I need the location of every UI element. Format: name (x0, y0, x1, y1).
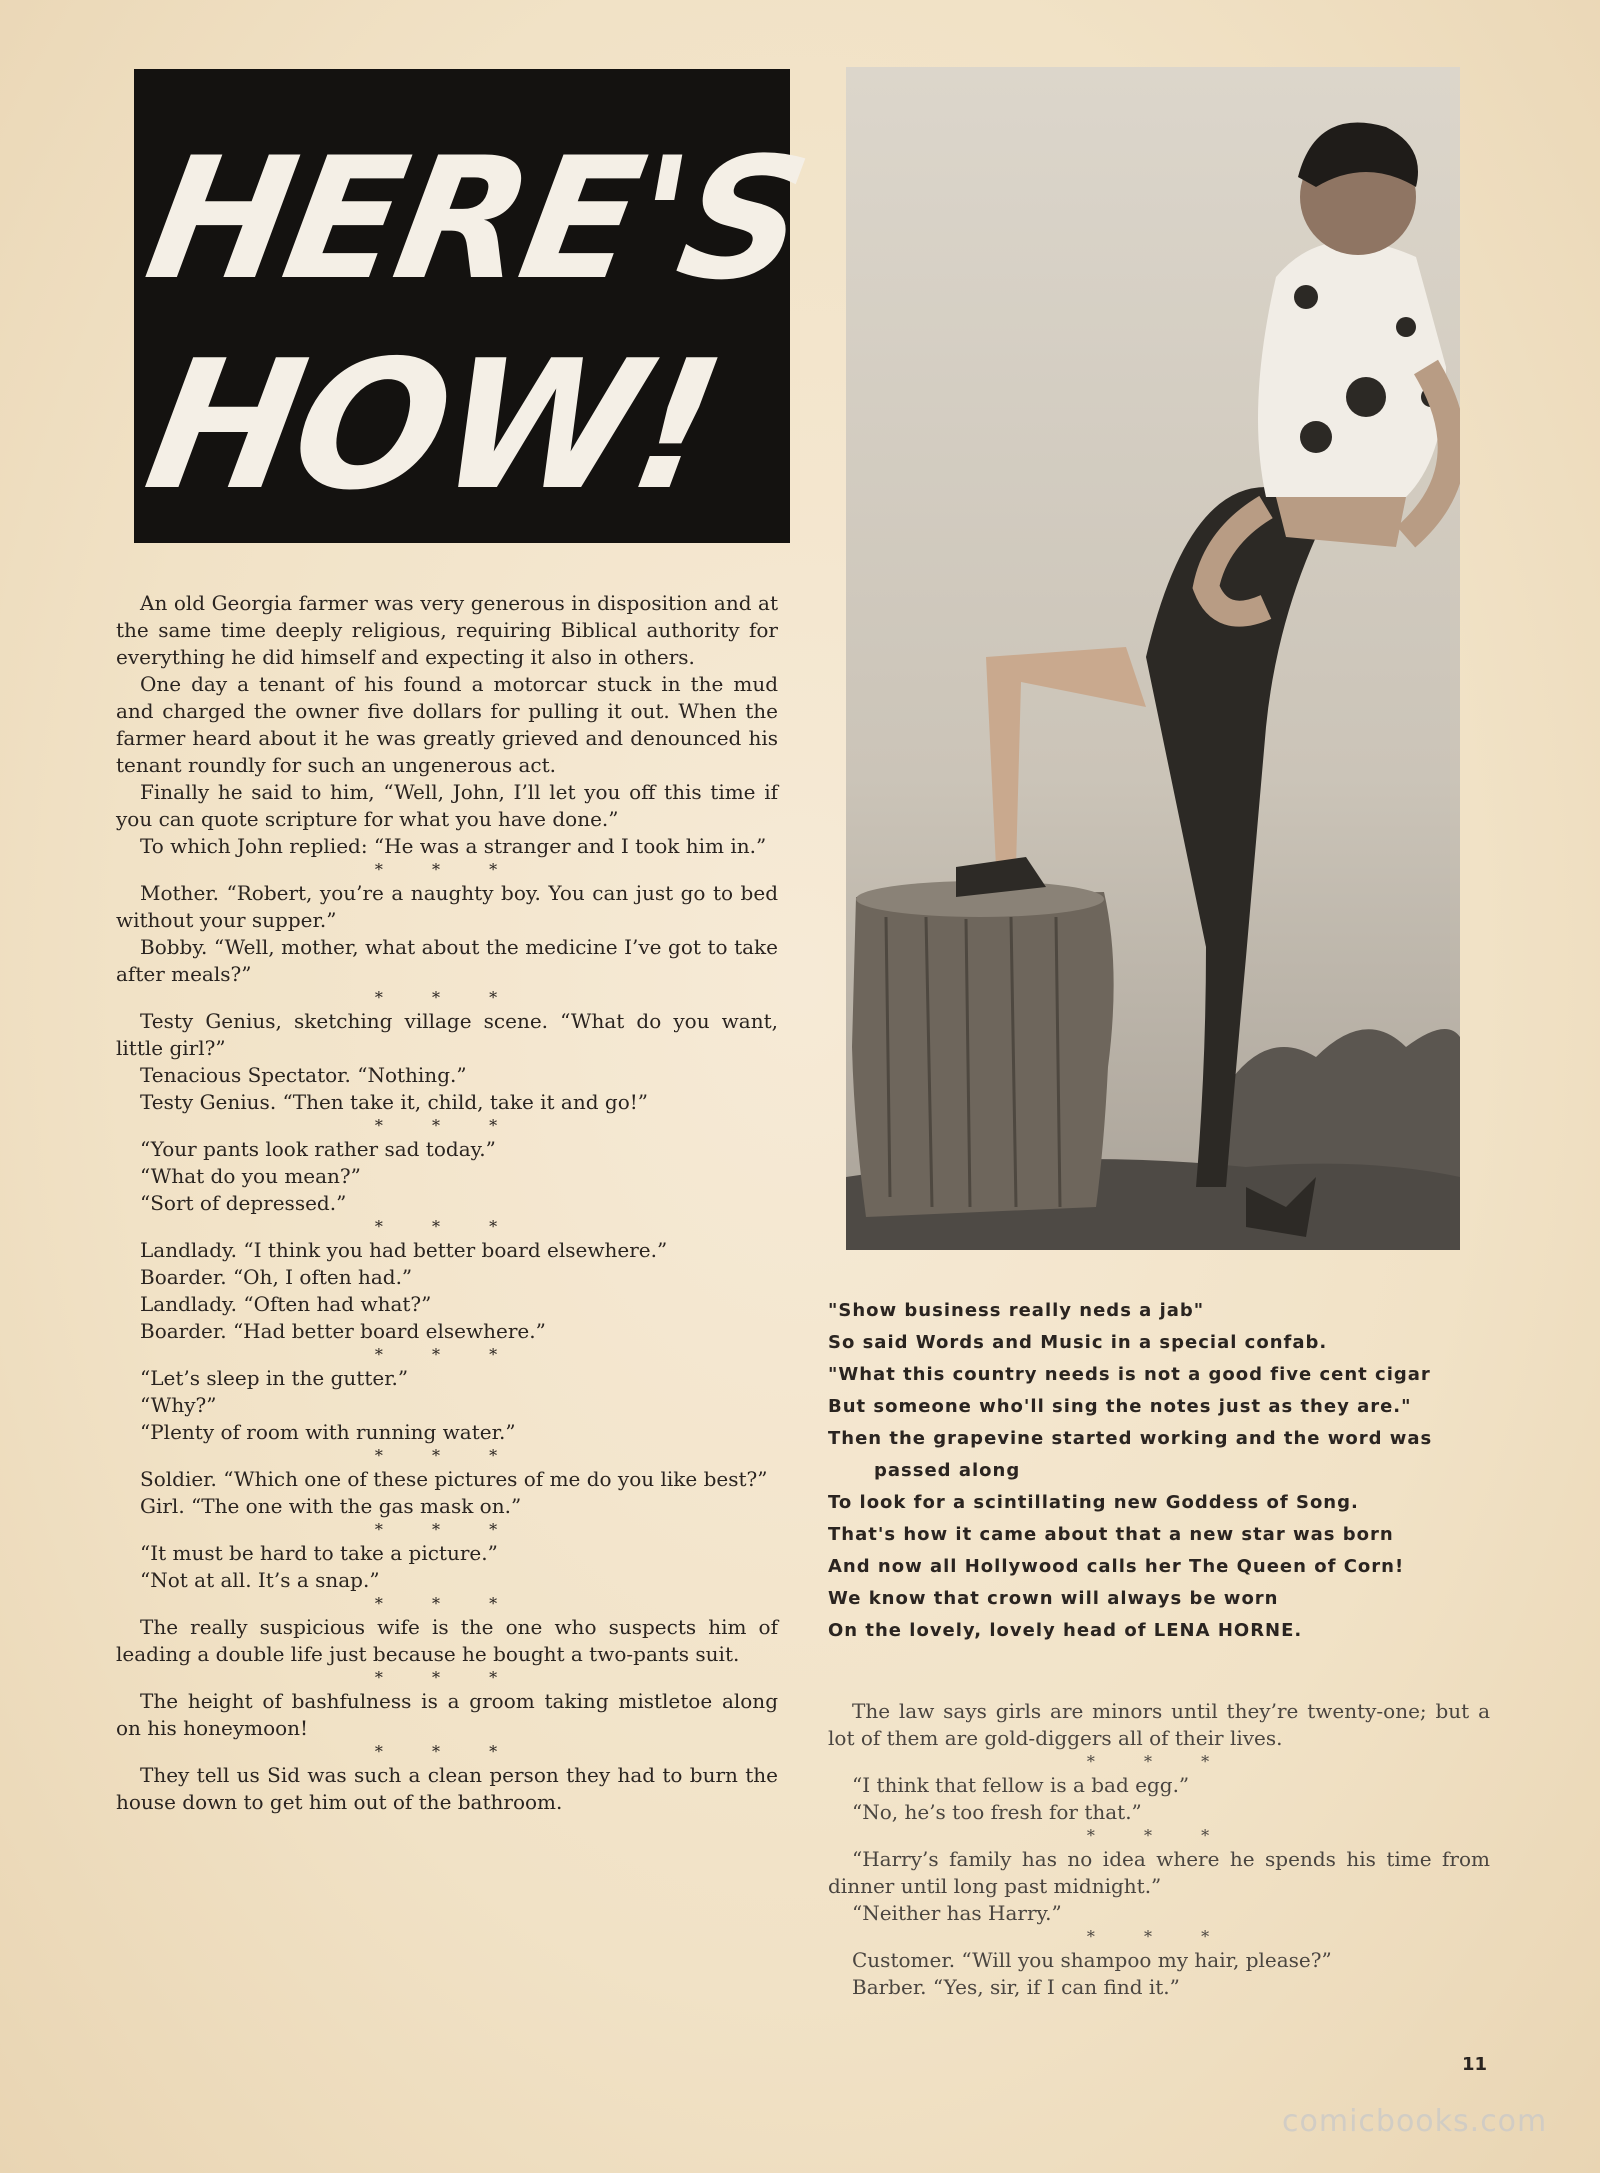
left-paragraph: The really suspicious wife is the one who suspects him of leading a double life just because he bought a two-pants suit. (116, 1615, 778, 1666)
left-paragraph: Bobby. “Well, mother, what about the medicine I’ve got to take after meals?” (116, 935, 778, 986)
left-paragraph: Landlady. “Often had what?” (140, 1292, 432, 1316)
left-paragraph: Soldier. “Which one of these pictures of me do you like best?” (140, 1467, 768, 1491)
left-paragraph: Landlady. “I think you had better board elsewhere.” (140, 1238, 668, 1262)
left-paragraph: “Why?” (140, 1393, 217, 1417)
left-column-jokes (116, 590, 778, 1816)
left-paragraph: “It must be hard to take a picture.” (140, 1541, 498, 1565)
right-paragraph: Customer. “Will you shampoo my hair, please?” (852, 1948, 1332, 1972)
right-paragraph: “Neither has Harry.” (852, 1901, 1062, 1925)
poem-line: So said Words and Music in a special confab. (828, 1332, 1328, 1353)
left-paragraph: “Not at all. It’s a snap.” (140, 1568, 380, 1592)
left-paragraph: An old Georgia farmer was very generous in disposition and at the same time deeply religious, requiring Biblical authority for everything he did himself and expecting it also in others. (116, 591, 778, 669)
title-line-2: HOW! (133, 322, 733, 529)
left-paragraph: Testy Genius, sketching village scene. “What do you want, little girl?” (116, 1009, 778, 1060)
title-banner (133, 69, 818, 543)
poem-line: We know that crown will always be worn (828, 1588, 1279, 1609)
left-paragraph: Boarder. “Had better board elsewhere.” (140, 1319, 546, 1343)
poem-block (828, 1295, 1488, 1647)
left-paragraph: One day a tenant of his found a motorcar stuck in the mud and charged the owner five dollars for pulling it out. When the farmer heard about it he was greatly grieved and denounced his tenant roundly for such an ungenerous act. (116, 672, 778, 777)
left-paragraph: “Your pants look rather sad today.” (140, 1137, 496, 1161)
poem-line: But someone who'll sing the notes just as they are." (828, 1396, 1412, 1417)
right-paragraph: “No, he’s too fresh for that.” (852, 1800, 1142, 1824)
left-paragraph: Tenacious Spectator. “Nothing.” (140, 1063, 467, 1087)
title-line-1: HERE'S (134, 121, 818, 317)
separator-stars: * * * (374, 860, 520, 879)
left-paragraph: The height of bashfulness is a groom taking mistletoe along on his honeymoon! (116, 1689, 778, 1740)
separator-stars: * * * (374, 1217, 520, 1236)
poem-line: That's how it came about that a new star was born (828, 1524, 1394, 1545)
separator-stars: * * * (374, 1742, 520, 1761)
right-paragraph: “Harry’s family has no idea where he spends his time from dinner until long past midnight.” (828, 1847, 1490, 1898)
right-paragraph: “I think that fellow is a bad egg.” (852, 1773, 1190, 1797)
left-paragraph: Testy Genius. “Then take it, child, take it and go!” (140, 1090, 648, 1114)
poem-line: And now all Hollywood calls her The Queen of Corn! (828, 1556, 1405, 1577)
separator-stars: * * * (374, 1345, 520, 1364)
watermark: comicbooks.com (1282, 2104, 1548, 2139)
poem-line: passed along (874, 1460, 1021, 1481)
poem-line: Then the grapevine started working and the word was (828, 1428, 1433, 1449)
photo-illustration-icon (846, 67, 1460, 1250)
left-paragraph: Mother. “Robert, you’re a naughty boy. You can just go to bed without your supper.” (116, 881, 778, 932)
poem-line: To look for a scintillating new Goddess of Song. (828, 1492, 1359, 1513)
left-paragraph: Finally he said to him, “Well, John, I’ll let you off this time if you can quote scripture for what you have done.” (116, 780, 778, 831)
right-paragraph: Barber. “Yes, sir, if I can find it.” (852, 1975, 1180, 1999)
left-paragraph: “Sort of depressed.” (140, 1191, 347, 1215)
separator-stars: * * * (374, 1116, 520, 1135)
poem-line: "What this country needs is not a good five cent cigar (828, 1364, 1431, 1385)
right-column-jokes (828, 1698, 1490, 2001)
separator-stars: * * * (1086, 1752, 1232, 1771)
left-paragraph: They tell us Sid was such a clean person they had to burn the house down to get him out of the bathroom. (116, 1763, 778, 1814)
left-paragraph: Boarder. “Oh, I often had.” (140, 1265, 413, 1289)
poem-line: On the lovely, lovely head of LENA HORNE. (828, 1620, 1303, 1641)
separator-stars: * * * (374, 1594, 520, 1613)
left-paragraph: To which John replied: “He was a stranger and I took him in.” (140, 834, 767, 858)
page-number: 11 (1462, 2054, 1488, 2075)
separator-stars: * * * (1086, 1826, 1232, 1845)
separator-stars: * * * (374, 1520, 520, 1539)
left-paragraph: “What do you mean?” (140, 1164, 361, 1188)
separator-stars: * * * (1086, 1927, 1232, 1946)
separator-stars: * * * (374, 1446, 520, 1465)
woman-posing-photo (846, 67, 1460, 1250)
left-paragraph: “Let’s sleep in the gutter.” (140, 1366, 409, 1390)
right-paragraph: The law says girls are minors until they’re twenty-one; but a lot of them are gold-diggers all of their lives. (828, 1699, 1490, 1750)
separator-stars: * * * (374, 1668, 520, 1687)
separator-stars: * * * (374, 988, 520, 1007)
left-paragraph: Girl. “The one with the gas mask on.” (140, 1494, 522, 1518)
left-paragraph: “Plenty of room with running water.” (140, 1420, 516, 1444)
poem-line: "Show business really neds a jab" (828, 1300, 1205, 1321)
